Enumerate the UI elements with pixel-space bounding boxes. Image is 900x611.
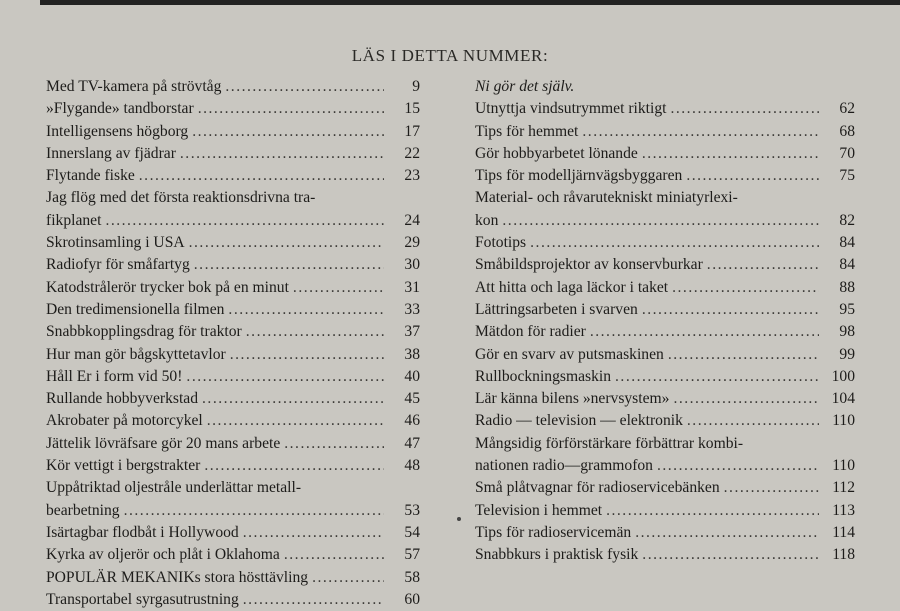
toc-entry-title-line1: Uppåtriktad oljestråle underlättar metall- <box>46 479 302 497</box>
toc-entry-title: Lättringsarbeten i svarven <box>475 300 638 318</box>
toc-entry-title: Katodstrålerör trycker bok på en minut <box>46 278 289 296</box>
toc-entry[interactable] <box>475 187 855 232</box>
toc-entry[interactable] <box>46 165 420 187</box>
toc-entry[interactable] <box>46 433 420 455</box>
toc-entry-page: 118 <box>832 546 855 564</box>
leader-dots <box>204 455 384 477</box>
toc-entry[interactable] <box>475 98 855 120</box>
toc-entry-title: fikplanet <box>46 211 102 229</box>
leader-dots <box>243 522 384 544</box>
toc-entry-page: 31 <box>404 278 420 296</box>
leader-dots <box>642 299 819 321</box>
toc-entry[interactable] <box>475 277 855 299</box>
toc-entry-title: Transportabel syrgasutrustning <box>46 590 239 608</box>
toc-entry-title: Isärtagbar flodbåt i Hollywood <box>46 523 239 541</box>
toc-entry[interactable] <box>475 522 855 544</box>
toc-entry-page: 57 <box>404 546 420 564</box>
toc-entry[interactable] <box>475 254 855 276</box>
toc-entry-title-line1: Jag flög med det första reaktionsdrivna tra- <box>46 189 316 207</box>
leader-dots <box>582 121 819 143</box>
toc-entry-page: 84 <box>839 234 855 252</box>
toc-entry[interactable] <box>46 544 420 566</box>
toc-entry-page: 82 <box>839 211 855 229</box>
toc-entry-title: Småbildsprojektor av konservburkar <box>475 256 703 274</box>
toc-entry-page: 9 <box>412 78 420 95</box>
leader-dots <box>202 388 384 410</box>
toc-entry-page: 104 <box>831 390 855 408</box>
leader-dots <box>657 455 819 477</box>
toc-entry-page: 88 <box>839 278 855 296</box>
toc-entry-page: 38 <box>404 345 420 363</box>
toc-column-right <box>475 76 855 567</box>
toc-entry-title: Mätdon för radier <box>475 323 586 341</box>
leader-dots <box>670 98 819 120</box>
toc-entry[interactable] <box>475 344 855 366</box>
leader-dots <box>293 277 384 299</box>
toc-entry[interactable] <box>46 76 420 98</box>
leader-dots <box>243 589 384 611</box>
toc-entry-title: Fototips <box>475 234 527 252</box>
leader-dots <box>124 500 384 522</box>
toc-entry-title: Tips för modelljärnvägsbyggaren <box>475 167 683 185</box>
leader-dots <box>686 165 819 187</box>
toc-entry-title: Innerslang av fjädrar <box>46 144 176 162</box>
toc-entry[interactable] <box>46 455 420 477</box>
toc-entry[interactable] <box>475 143 855 165</box>
toc-entry[interactable] <box>46 477 420 522</box>
toc-entry-page: 99 <box>839 345 855 363</box>
leader-dots <box>198 98 384 120</box>
toc-entry[interactable] <box>475 410 855 432</box>
toc-entry-title: kon <box>475 211 499 229</box>
toc-entry-title-line1: Mångsidig förförstärkare förbättrar kombi- <box>475 434 744 452</box>
leader-dots <box>668 344 819 366</box>
leader-dots <box>724 477 819 499</box>
toc-entry[interactable] <box>475 121 855 143</box>
toc-entry-page: 110 <box>832 412 855 430</box>
toc-entry-title: Att hitta och laga läckor i taket <box>475 278 669 296</box>
leader-dots <box>312 567 384 589</box>
toc-entry-title: Skrotinsamling i USA <box>46 234 185 252</box>
page-title: LÄS I DETTA NUMMER: <box>351 46 549 65</box>
toc-entry-page: 54 <box>404 523 420 541</box>
toc-entry-title: Rullande hobbyverkstad <box>46 390 199 408</box>
leader-dots <box>687 410 819 432</box>
leader-dots <box>606 500 819 522</box>
toc-entry-title: Gör en svarv av putsmaskinen <box>475 345 664 363</box>
leader-dots <box>246 321 384 343</box>
toc-entry-page: 114 <box>832 523 855 541</box>
toc-entry[interactable] <box>46 254 420 276</box>
toc-entry-title: POPULÄR MEKANIKs stora hösttävling <box>46 568 309 586</box>
leader-dots <box>189 232 384 254</box>
toc-entry[interactable] <box>475 165 855 187</box>
toc-entry[interactable] <box>475 321 855 343</box>
toc-entry-title: Håll Er i form vid 50! <box>46 367 183 385</box>
toc-entry-title: Jättelik lövräfsare gör 20 mans arbete <box>46 434 281 452</box>
toc-entry-page: 84 <box>839 256 855 274</box>
leader-dots <box>230 344 384 366</box>
leader-dots <box>192 121 384 143</box>
toc-entry-page: 60 <box>404 590 420 608</box>
toc-entry-page: 17 <box>404 122 420 140</box>
leader-dots <box>672 277 819 299</box>
leader-dots <box>105 210 384 232</box>
leader-dots <box>635 522 819 544</box>
toc-entry-page: 70 <box>839 144 855 162</box>
toc-entry-page: 113 <box>832 501 855 519</box>
toc-column-left <box>46 76 420 611</box>
toc-entry-title: Den tredimensionella filmen <box>46 300 225 318</box>
leader-dots <box>284 544 384 566</box>
leader-dots <box>530 232 819 254</box>
toc-entry-page: 45 <box>404 390 420 408</box>
toc-entry-page: 48 <box>404 457 420 475</box>
toc-entry-page: 100 <box>831 367 855 385</box>
toc-entry[interactable] <box>475 299 855 321</box>
toc-entry-title: bearbetning <box>46 501 120 519</box>
toc-entry[interactable] <box>46 589 420 611</box>
toc-entry-page: 75 <box>839 167 855 185</box>
toc-entry[interactable] <box>46 121 420 143</box>
leader-dots <box>225 76 384 98</box>
toc-entry-title: Kyrka av oljerör och plåt i Oklahoma <box>46 546 280 564</box>
leader-dots <box>590 321 819 343</box>
toc-entry-page: 23 <box>404 167 420 185</box>
toc-entry[interactable] <box>46 321 420 343</box>
toc-entry-page: 98 <box>839 323 855 341</box>
leader-dots <box>502 210 819 232</box>
toc-entry-title: Radio — television — elektronik <box>475 412 683 430</box>
leader-dots <box>207 410 384 432</box>
top-border-bar <box>40 0 900 5</box>
toc-entry-page: 46 <box>404 412 420 430</box>
toc-entry[interactable] <box>475 366 855 388</box>
toc-entry-title: Snabbkopplingsdrag för traktor <box>46 323 242 341</box>
leader-dots <box>139 165 384 187</box>
toc-entry-page: 22 <box>404 144 420 162</box>
toc-entry[interactable] <box>46 522 420 544</box>
toc-entry-title: Tips för hemmet <box>475 122 579 140</box>
toc-entry-title: Lär känna bilens »nervsystem» <box>475 390 670 408</box>
toc-entry[interactable] <box>46 277 420 299</box>
toc-entry[interactable] <box>46 410 420 432</box>
toc-entry-title: Radiofyr för småfartyg <box>46 256 190 274</box>
toc-entry[interactable] <box>46 187 420 232</box>
toc-entry-title: Akrobater på motorcykel <box>46 412 203 430</box>
toc-entry[interactable] <box>46 98 420 120</box>
toc-entry-title: Gör hobbyarbetet lönande <box>475 144 638 162</box>
toc-entry[interactable] <box>46 299 420 321</box>
leader-dots <box>180 143 384 165</box>
toc-entry-title: Intelligensens högborg <box>46 122 189 140</box>
toc-entry[interactable] <box>475 477 855 499</box>
toc-entry-page: 112 <box>832 479 855 497</box>
toc-entry-page: 24 <box>404 211 420 229</box>
toc-entry-title: »Flygande» tandborstar <box>46 100 194 118</box>
toc-entry-page: 47 <box>404 434 420 452</box>
leader-dots <box>642 544 819 566</box>
toc-entry[interactable] <box>46 366 420 388</box>
toc-entry[interactable] <box>475 433 855 478</box>
leader-dots <box>194 254 384 276</box>
toc-entry-title: Med TV-kamera på strövtåg <box>46 78 222 95</box>
toc-entry-title: Snabbkurs i praktisk fysik <box>475 546 639 564</box>
toc-entry-page: 29 <box>404 234 420 252</box>
toc-entry[interactable] <box>475 544 855 566</box>
toc-entry[interactable] <box>475 232 855 254</box>
toc-entry-title: Flytande fiske <box>46 167 135 185</box>
section-heading: Ni gör det själv. <box>475 78 575 95</box>
toc-entry-page: 53 <box>404 501 420 519</box>
toc-entry-page: 33 <box>404 300 420 318</box>
toc-entry[interactable] <box>475 388 855 410</box>
toc-entry-page: 40 <box>404 367 420 385</box>
toc-entry-title: nationen radio—grammofon <box>475 457 653 475</box>
toc-entry-page: 37 <box>404 323 420 341</box>
toc-entry-title-line1: Material- och råvarutekniskt miniatyrlexi- <box>475 189 738 207</box>
toc-entry-page: 15 <box>404 100 420 118</box>
toc-entry[interactable] <box>46 344 420 366</box>
toc-entry-page: 30 <box>404 256 420 274</box>
toc-entry[interactable] <box>46 567 420 589</box>
toc-entry-page: 58 <box>404 568 420 586</box>
toc-entry[interactable] <box>475 500 855 522</box>
leader-dots <box>615 366 819 388</box>
toc-entry[interactable] <box>46 388 420 410</box>
leader-dots <box>284 433 384 455</box>
toc-entry-page: 62 <box>839 100 855 118</box>
toc-entry-title: Små plåtvagnar för radioservicebänken <box>475 479 720 497</box>
leader-dots <box>673 388 819 410</box>
toc-entry-page: 95 <box>839 300 855 318</box>
bullet-mark <box>457 517 461 521</box>
toc-entry-title: Kör vettigt i bergstrakter <box>46 457 201 475</box>
leader-dots <box>707 254 819 276</box>
leader-dots <box>228 299 384 321</box>
toc-entry-title: Television i hemmet <box>475 501 603 519</box>
toc-entry-title: Rullbockningsmaskin <box>475 367 612 385</box>
toc-entry-title: Utnyttja vindsutrymmet riktigt <box>475 100 667 118</box>
toc-entry-page: 110 <box>832 457 855 475</box>
toc-entry-page: 68 <box>839 122 855 140</box>
toc-entry-title: Tips för radioservicemän <box>475 523 632 541</box>
toc-entry-title: Hur man gör bågskyttetavlor <box>46 345 226 363</box>
leader-dots <box>186 366 384 388</box>
leader-dots <box>642 143 819 165</box>
toc-entry[interactable] <box>46 143 420 165</box>
toc-entry[interactable] <box>46 232 420 254</box>
